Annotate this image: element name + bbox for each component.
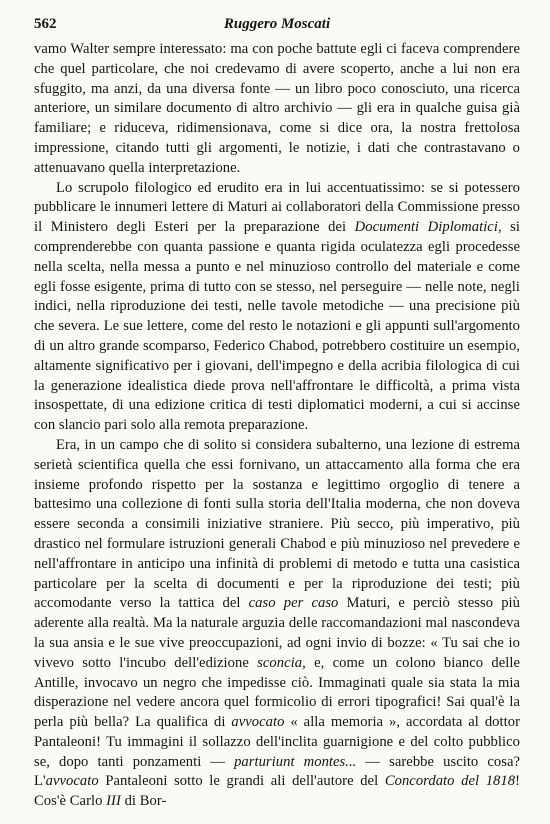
text-run: ! Cos'è Carlo [34,773,521,810]
text-run: Era, in un campo che di solito si considera subalterno, una lezione di estrema serietà scientifica quella che essi fornivano, un attaccamento alla forma che era insieme profondo rispetto per la sostanza e legittimo orgoglio di tenere a battesimo una collezione di fonti sulla storia dell'Italia moderna, che non doveva essere seconda a consimili iniziative straniere. Più secco, più imperativo, più drastico nel formulare istruzioni generali Chabod e più minuzioso nel prevedere e nell'affrontare in anticipo una infinità di problemi di metodo e tutta una casistica particolare per la scelta di documenti e per la riproduzione dei testi; più accomodante verso la tattica del [34,436,520,612]
text-run: , e, come un colono bianco delle Antille, invocavo un negro che impedisse ciò. Immaginati quale sia stata la mia disperazione nel vedere ancora quel formicolio di errori tipografici! Sai qual'è la perla più bella? La qualifica di [34,654,520,731]
text-run: — sarebbe uscito cosa? L' [34,753,520,790]
italic-text: parturiunt montes... [234,753,357,770]
italic-text: caso per caso [248,595,339,612]
italic-text: III [106,793,121,810]
paragraph [34,40,520,179]
paragraph [34,436,520,812]
text-run: Lo scrupolo filologico ed erudito era in lui accentuatissimo: se si potessero pubblicare le innumeri lettere di Maturi ai collaboratori della Commissione presso il Ministero degli Esteri per la preparazione dei [34,179,520,236]
text-run: vamo Walter sempre interessato: ma con poche battute egli ci faceva comprendere che quel particolare, che noi credevamo di avere scoperto, anche a lui non era sfuggito, ma anzi, da una diversa fonte — un libro poco conosciuto, una ricerca anteriore, un similare documento di altro archivio — gli era in qualche guisa già familiare; e riduceva, ridimensionava, come si dice ora, la nostra frettolosa impressione, citando tutti gli argomenti, le notizie, i dati che contrastavano o attenuavano quella interpretazione. [34,41,520,176]
body-text [34,40,520,812]
page-number: 562 [34,16,57,32]
italic-text: avvocato [231,714,285,731]
paragraph [34,179,520,436]
text-run: di Bor- [120,793,167,810]
page-header [34,12,520,40]
italic-text: Concordato del 1818 [384,773,516,790]
italic-text: Documenti Diplomatici [354,219,498,236]
text-run: « alla memoria », accordata al dottor Pantaleoni! Tu immagini il sollazzo dell'inclita guarnigione e del colto pubblico se, dopo tanti ponzamenti — [34,714,520,770]
text-run: Maturi, e perciò stesso più aderente alla realtà. Ma la naturale arguzia delle raccomandazioni mal nascondeva la sua ansia e le sue vive preoccupazioni, ad ogni invio di bozze: « Tu sai che io vivevo sotto l'incubo dell'edizione [34,595,521,671]
running-head: Ruggero Moscati [223,16,331,32]
text-run: , si comprenderebbe con quanta passione e quanta rigida oculatezza egli procedesse nella scelta, nella messa a punto e nel minuzioso controllo del materiale e come egli fosse esigente, prima di tutto con se stesso, nel perseguire — nelle note, negli indici, nella riproduzione dei testi, nelle tavole metodiche — una precisione più che severa. Le sue lettere, come del resto le notazioni e gli appunti sull'argomento di un altro grande scomparso, Federico Chabod, potrebbero costituire un esempio, altamente significativo per i giovani, dell'impegno e della acribia filologica di cui la generazione idealistica diede prova nell'affrontare le difficoltà, a prima vista insospettate, di una edizione critica di testi diplomatici moderni, a cui si accinse con slancio pari solo alla remota preparazione. [34,219,521,434]
italic-text: avvocato [45,773,99,790]
text-run: Pantaleoni sotto le grandi ali dell'autore del [98,773,385,790]
italic-text: sconcia [257,654,303,671]
